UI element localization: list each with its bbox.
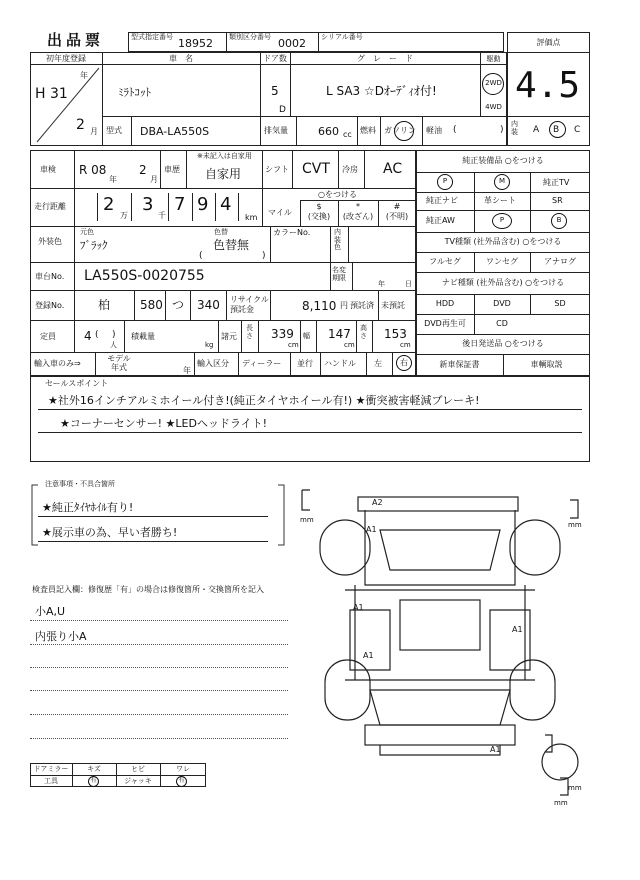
reg-place: 柏 <box>98 298 111 312</box>
recycle-fee: 8,110 <box>302 299 337 313</box>
sales-line-1: ★社外16インチアルミホイール付き!(純正タイヤホイール有!) ★衝突被害軽減ブレーキ! <box>48 394 480 407</box>
damage-a1-front: A1 <box>366 525 377 534</box>
first-reg-year: H 31 <box>35 86 68 102</box>
document-title: 出品票 <box>47 31 105 49</box>
equip-aw: 純正AW <box>426 216 455 225</box>
svg-text:mm: mm <box>568 784 582 792</box>
height-cm: 153 <box>384 327 407 341</box>
interior-b: B <box>553 125 560 135</box>
navi-dvd: DVD <box>493 299 511 308</box>
damage-a1-left: A1 <box>353 603 364 612</box>
mileage-exchanged: (交換) <box>307 212 331 221</box>
handle-left: 左 <box>374 359 382 368</box>
fuel-circle <box>394 121 414 141</box>
sales-line-2: ★コーナーセンサー! ★LEDヘッドライト! <box>60 417 268 430</box>
damage-a2: A2 <box>372 498 383 507</box>
shaken-year: R 08 <box>79 163 107 177</box>
usage-history: 自家用 <box>205 167 242 181</box>
shaken-month: 2 <box>139 163 147 177</box>
damage-a1-right: A1 <box>512 625 523 634</box>
mileage-digit-2: 3 <box>142 194 154 215</box>
displacement: 660 <box>318 125 339 138</box>
length-cm: 339 <box>271 327 294 341</box>
color-change: 色替無 <box>213 238 250 252</box>
transmission: CVT <box>302 161 330 177</box>
recycle-not-deposited: 未預託 <box>381 301 405 310</box>
recycle-deposited: 預託済 <box>350 301 374 310</box>
inspector-note-1: 小A,U <box>35 605 66 618</box>
ship-warranty: 新車保証書 <box>439 360 480 369</box>
handle-right: 右 <box>400 358 408 367</box>
svg-text:mm: mm <box>568 521 582 529</box>
rating-score: 4.5 <box>515 65 581 106</box>
drive-2wd: 2WD <box>485 79 502 87</box>
navi-hdd: HDD <box>435 299 455 308</box>
width-cm: 147 <box>328 327 351 341</box>
chassis-number: LA550S-0020755 <box>84 268 205 284</box>
reg-class: 580 <box>140 298 163 312</box>
mileage-unknown: (不明) <box>385 212 409 221</box>
inspector-note-2: 内張り小A <box>35 630 87 643</box>
svg-text:mm: mm <box>300 516 314 524</box>
navi-sd: SD <box>554 299 566 308</box>
note-2: ★展示車の為、早い者勝ち! <box>42 526 178 539</box>
equip-navi: 純正ナビ <box>426 196 458 205</box>
import-dealer: ディーラー <box>242 359 282 368</box>
equip-tv: 純正TV <box>543 178 570 187</box>
grade-text: L SA3 ☆Dｵｰﾃﾞｨｵ付! <box>326 84 437 98</box>
equip-leather: 革シート <box>484 196 516 205</box>
reg-number: 340 <box>197 298 220 312</box>
class-number: 0002 <box>278 37 306 50</box>
air-conditioning: AC <box>383 161 403 177</box>
mile-option: マイル <box>268 208 292 217</box>
mileage-digit-1: 2 <box>103 194 115 215</box>
notes-bracket <box>30 480 286 550</box>
mileage-altered: (改ざん) <box>342 212 374 221</box>
car-name: ﾐﾗﾄｺｯﾄ <box>118 86 151 99</box>
damage-a1-lower: A1 <box>363 651 374 660</box>
car-damage-diagram <box>290 470 620 810</box>
interior-a: A <box>533 125 540 135</box>
drive-4wd: 4WD <box>485 103 502 111</box>
tv-analog: アナログ <box>544 257 576 266</box>
mileage-digit-5: 4 <box>220 194 232 215</box>
capacity: 4 <box>84 329 92 343</box>
interior-c: C <box>574 125 581 135</box>
reg-kana: つ <box>172 298 185 312</box>
svg-text:mm: mm <box>554 799 568 807</box>
original-color: ﾌﾞﾗｯｸ <box>80 239 108 252</box>
fuel-gasoline: ガソリン <box>384 126 416 135</box>
door-count: 5 <box>271 84 279 98</box>
model-type: DBA-LA550S <box>140 125 210 138</box>
damage-a1-rear: A1 <box>490 745 501 754</box>
ship-manual: 車輌取説 <box>530 360 563 369</box>
equip-sunroof: SR <box>552 196 563 205</box>
first-reg-month: 2 <box>76 117 85 133</box>
note-1: ★純正ﾀｲﾔﾎｲﾙ有り! <box>42 501 134 514</box>
import-parallel: 並行 <box>297 359 313 368</box>
model-cert-number: 18952 <box>178 37 213 50</box>
mileage-digit-4: 9 <box>197 194 209 215</box>
tv-oneseg: ワンセグ <box>486 257 518 266</box>
navi-cd: CD <box>496 319 508 328</box>
navi-dvd-play: DVD再生可 <box>424 319 466 328</box>
tv-fullseg: フルセグ <box>429 257 461 266</box>
mileage-digit-3: 7 <box>174 194 186 215</box>
